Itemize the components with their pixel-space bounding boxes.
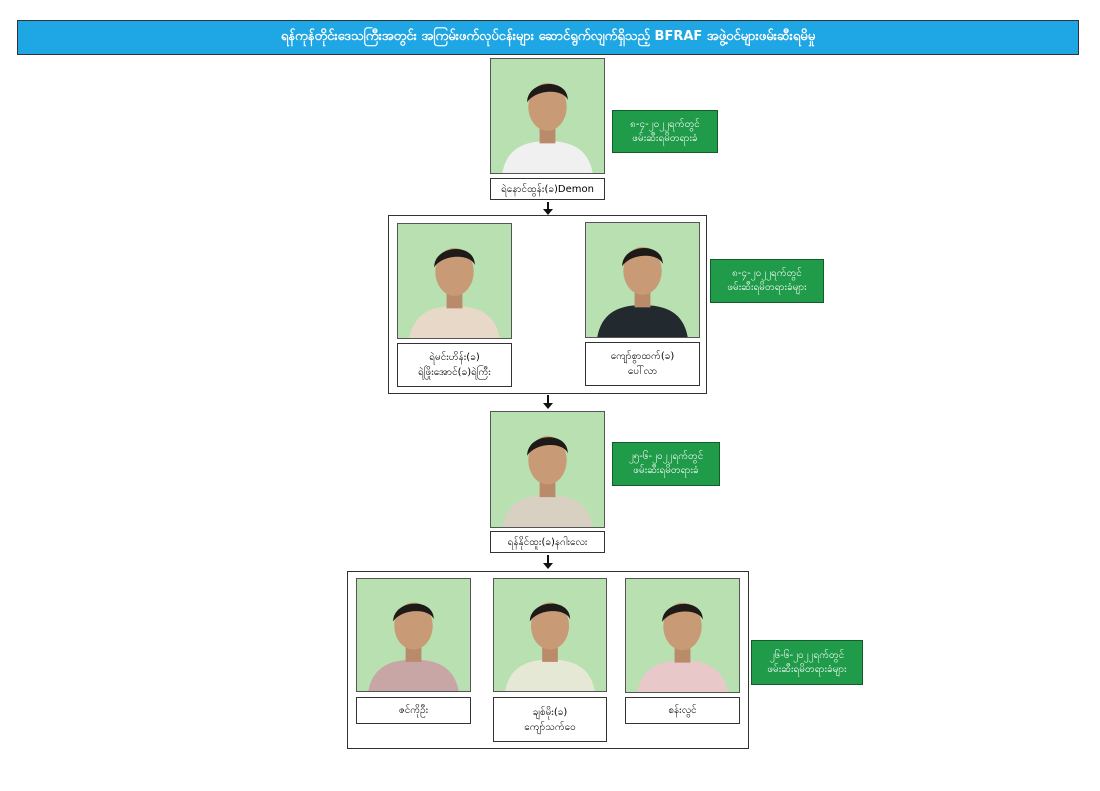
arrest-date-line: ၈-၄-၂၀၂၂ရက်တွင် — [732, 268, 802, 279]
person-photo-icon — [494, 579, 606, 691]
suspect-photo — [397, 223, 512, 339]
suspect-name-line: စန်းလွင် — [668, 705, 697, 716]
arrest-date-box — [751, 640, 863, 685]
suspect-photo — [490, 58, 605, 174]
person-photo-icon — [491, 412, 604, 527]
suspect-photo — [490, 411, 605, 528]
suspect-name-box — [625, 697, 740, 724]
person-photo-icon — [626, 579, 739, 692]
suspect-name-line: ကျော်စွာထက်(ခ) — [610, 351, 675, 362]
suspect-name-line: ကျော်သက်ဝေ — [524, 721, 576, 733]
suspect-name-line: ချစ်မိုး(ခ) — [532, 706, 568, 718]
suspect-photo — [493, 578, 607, 692]
person-photo-icon — [357, 579, 470, 691]
suspect-name-line: ရဲမင်းဟိန်း(ခ) — [429, 352, 480, 363]
suspect-name-line: ဇင်ကိုဦး — [398, 705, 429, 716]
suspect-name-box — [356, 697, 471, 724]
arrest-date-line: ၈-၄-၂၀၂၂ရက်တွင် — [630, 118, 700, 130]
arrest-status-line: ဖမ်းဆီးရမိတရားခံများ — [767, 663, 847, 675]
down-arrow-icon — [543, 555, 553, 569]
suspect-name-line: ရန်နိုင်ထူး(ခ)နဂါးလေး — [507, 536, 588, 548]
arrest-date-box — [710, 259, 824, 303]
suspect-photo — [356, 578, 471, 692]
suspect-name-box — [490, 531, 605, 553]
person-photo-icon — [586, 223, 699, 337]
suspect-name-box — [585, 342, 700, 386]
arrest-date-box — [612, 442, 720, 486]
suspect-photo — [585, 222, 700, 338]
person-photo-icon — [491, 59, 604, 173]
down-arrow-icon — [543, 202, 553, 215]
suspect-name-box — [397, 343, 512, 387]
arrest-date-line: ၂၅-၆-၂၀၂၂ရက်တွင် — [628, 451, 704, 462]
suspect-name-box — [493, 697, 607, 742]
down-arrow-icon — [543, 395, 553, 409]
arrest-status-line: ဖမ်းဆီးရမိတရားခံများ — [727, 282, 807, 293]
person-photo-icon — [398, 224, 511, 338]
suspect-name-line: ပေါ်လာ — [627, 366, 658, 377]
arrest-status-line: ဖမ်းဆီးရမိတရားခံ — [632, 132, 698, 144]
diagram-title: ရန်ကုန်တိုင်းဒေသကြီးအတွင်း အကြမ်းဖက်လုပ်ငန်းများ ဆောင်ရွက်လျက်ရှိသည့် BFRAF အဖွဲ့ဝင်များဖမ်းဆီးရမိမှု — [17, 20, 1079, 55]
suspect-name-line: ရဲဖြိုးအောင်(ခ)ရဲကြီး — [418, 367, 491, 378]
arrest-status-line: ဖမ်းဆီးရမိတရားခံ — [633, 465, 699, 476]
suspect-photo — [625, 578, 740, 693]
arrest-date-line: ၂၆-၆-၂၀၂၂ရက်တွင် — [769, 649, 845, 661]
suspect-name-box — [490, 178, 605, 200]
suspect-name-line: ရဲနောင်ထွန်း(ခ)Demon — [501, 183, 594, 195]
arrest-date-box — [612, 110, 718, 153]
